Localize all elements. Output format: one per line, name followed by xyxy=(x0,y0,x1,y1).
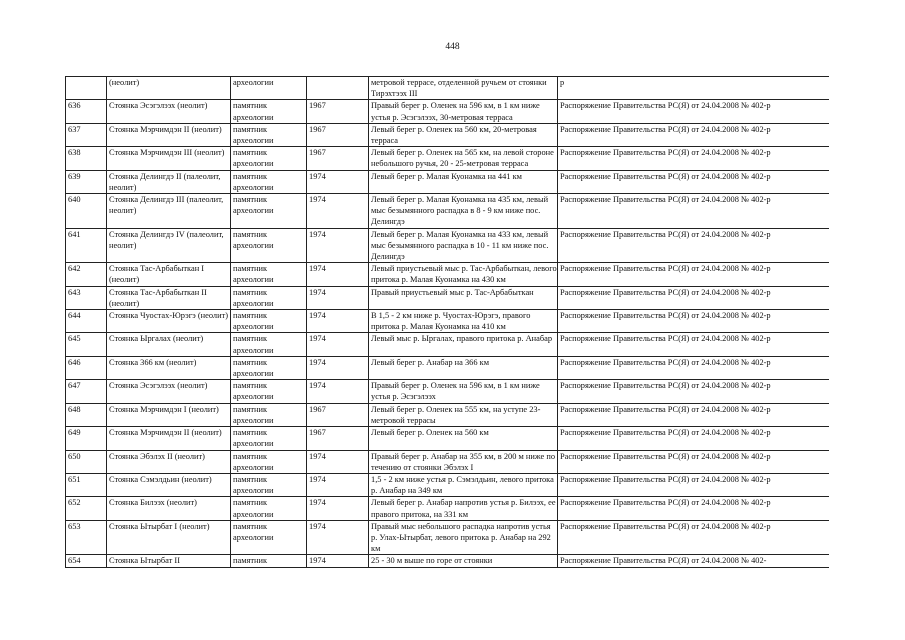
table-body xyxy=(66,77,830,568)
location-cell: Правый берег р. Оленек на 596 км, в 1 км ниже устья р. Эсэгэлээх xyxy=(369,380,558,403)
monument-name-cell: Стоянка Билээх (неолит) xyxy=(107,497,231,520)
legal-document-cell: Распоряжение Правительства РС(Я) от 24.04.2008 № 402-р xyxy=(558,147,830,170)
legal-document-cell: Распоряжение Правительства РС(Я) от 24.04.2008 № 402-р xyxy=(558,427,830,450)
row-number-cell: 636 xyxy=(66,100,107,123)
year-cell xyxy=(307,77,369,100)
row-number-cell: 650 xyxy=(66,450,107,473)
legal-document-cell: Распоряжение Правительства РС(Я) от 24.04.2008 № 402-р xyxy=(558,123,830,146)
monument-type-cell: памятник археологии xyxy=(231,228,307,263)
table-row xyxy=(66,100,830,123)
year-cell: 1974 xyxy=(307,228,369,263)
location-cell: Левый берег р. Оленек на 560 км, 20-метровая терраса xyxy=(369,123,558,146)
legal-document-cell: Распоряжение Правительства РС(Я) от 24.04.2008 № 402-р xyxy=(558,356,830,379)
monument-type-cell: памятник археологии xyxy=(231,263,307,286)
year-cell: 1967 xyxy=(307,403,369,426)
monuments-registry-table xyxy=(65,76,829,568)
year-cell: 1974 xyxy=(307,194,369,229)
monument-name-cell: Стоянка 366 км (неолит) xyxy=(107,356,231,379)
row-number-cell xyxy=(66,77,107,100)
year-cell: 1974 xyxy=(307,520,369,555)
table-row xyxy=(66,286,830,309)
table-row xyxy=(66,380,830,403)
monument-name-cell: Стоянка Тас-Арбабыткан I (неолит) xyxy=(107,263,231,286)
table-row xyxy=(66,170,830,193)
legal-document-cell: Распоряжение Правительства РС(Я) от 24.04.2008 № 402-р xyxy=(558,333,830,356)
location-cell: Правый приустьевый мыс р. Тас-Арбабыткан xyxy=(369,286,558,309)
legal-document-cell: р xyxy=(558,77,830,100)
legal-document-cell: Распоряжение Правительства РС(Я) от 24.04.2008 № 402-р xyxy=(558,263,830,286)
row-number-cell: 652 xyxy=(66,497,107,520)
location-cell: Левый берег р. Оленек на 565 км, на левой стороне небольшого ручья, 20 - 25-метровая терраса xyxy=(369,147,558,170)
location-cell: Левый берег р. Малая Куонамка на 441 км xyxy=(369,170,558,193)
legal-document-cell: Распоряжение Правительства РС(Я) от 24.04.2008 № 402-р xyxy=(558,403,830,426)
monument-type-cell: памятник археологии xyxy=(231,333,307,356)
location-cell: Левый берег р. Малая Куонамка на 435 км, левый мыс безымянного распадка в 8 - 9 км ниже пос. Делингдэ xyxy=(369,194,558,229)
row-number-cell: 649 xyxy=(66,427,107,450)
table-row xyxy=(66,77,830,100)
location-cell: Правый берег р. Анабар на 355 км, в 200 м ниже по течению от стоянки Эбэлэх I xyxy=(369,450,558,473)
year-cell: 1967 xyxy=(307,427,369,450)
year-cell: 1974 xyxy=(307,356,369,379)
legal-document-cell: Распоряжение Правительства РС(Я) от 24.04.2008 № 402-р xyxy=(558,310,830,333)
location-cell: Левый берег р. Анабар напротив устья р. Билээх, ее правого притока, на 331 км xyxy=(369,497,558,520)
registry-table-container xyxy=(65,76,829,640)
location-cell: метровой террасе, отделенной ручьем от стоянки Тирэхтээх III xyxy=(369,77,558,100)
row-number-cell: 642 xyxy=(66,263,107,286)
table-row xyxy=(66,228,830,263)
monument-name-cell: Стоянка Тас-Арбабыткан II (неолит) xyxy=(107,286,231,309)
table-row xyxy=(66,555,830,567)
row-number-cell: 648 xyxy=(66,403,107,426)
monument-name-cell: Стоянка Чуостах-Юрэгэ (неолит) xyxy=(107,310,231,333)
legal-document-cell: Распоряжение Правительства РС(Я) от 24.04.2008 № 402-р xyxy=(558,497,830,520)
year-cell: 1974 xyxy=(307,473,369,496)
monument-name-cell: Стоянка Ытырбат I (неолит) xyxy=(107,520,231,555)
monument-name-cell: Стоянка Сэмэлдьин (неолит) xyxy=(107,473,231,496)
monument-name-cell: Стоянка Ыргалах (неолит) xyxy=(107,333,231,356)
location-cell: Левый берег р. Анабар на 366 км xyxy=(369,356,558,379)
year-cell: 1974 xyxy=(307,286,369,309)
table-row xyxy=(66,497,830,520)
monument-name-cell: Стоянка Делингдэ III (палеолит, неолит) xyxy=(107,194,231,229)
monument-type-cell: памятник археологии xyxy=(231,497,307,520)
row-number-cell: 639 xyxy=(66,170,107,193)
location-cell: Левый берег р. Оленек на 560 км xyxy=(369,427,558,450)
monument-type-cell: памятник археологии xyxy=(231,473,307,496)
table-row xyxy=(66,310,830,333)
row-number-cell: 645 xyxy=(66,333,107,356)
monument-type-cell: памятник археологии xyxy=(231,450,307,473)
year-cell: 1974 xyxy=(307,263,369,286)
year-cell: 1974 xyxy=(307,310,369,333)
row-number-cell: 637 xyxy=(66,123,107,146)
table-row xyxy=(66,263,830,286)
monument-type-cell: памятник археологии xyxy=(231,123,307,146)
monument-name-cell: Стоянка Мэрчимдэн III (неолит) xyxy=(107,147,231,170)
legal-document-cell: Распоряжение Правительства РС(Я) от 24.04.2008 № 402-р xyxy=(558,380,830,403)
legal-document-cell: Распоряжение Правительства РС(Я) от 24.04.2008 № 402-р xyxy=(558,286,830,309)
monument-name-cell: Стоянка Мэрчимдэн I (неолит) xyxy=(107,403,231,426)
year-cell: 1974 xyxy=(307,555,369,567)
monument-type-cell: памятник археологии xyxy=(231,147,307,170)
monument-name-cell: Стоянка Мэрчимдэн II (неолит) xyxy=(107,427,231,450)
row-number-cell: 646 xyxy=(66,356,107,379)
monument-type-cell: памятник археологии xyxy=(231,170,307,193)
monument-type-cell: памятник археологии xyxy=(231,356,307,379)
year-cell: 1974 xyxy=(307,380,369,403)
monument-name-cell: Стоянка Эсэгэлээх (неолит) xyxy=(107,380,231,403)
legal-document-cell: Распоряжение Правительства РС(Я) от 24.04.2008 № 402-р xyxy=(558,194,830,229)
location-cell: 25 - 30 м выше по горе от стоянки xyxy=(369,555,558,567)
legal-document-cell: Распоряжение Правительства РС(Я) от 24.04.2008 № 402-р xyxy=(558,520,830,555)
location-cell: Левый берег р. Малая Куонамка на 433 км, левый мыс безымянного распадка в 10 - 11 км ниже пос. Делингдэ xyxy=(369,228,558,263)
table-row xyxy=(66,356,830,379)
monument-type-cell: памятник археологии xyxy=(231,286,307,309)
row-number-cell: 641 xyxy=(66,228,107,263)
year-cell: 1974 xyxy=(307,170,369,193)
year-cell: 1967 xyxy=(307,123,369,146)
table-row xyxy=(66,473,830,496)
monument-name-cell: Стоянка Мэрчимдэн II (неолит) xyxy=(107,123,231,146)
row-number-cell: 651 xyxy=(66,473,107,496)
location-cell: В 1,5 - 2 км ниже р. Чуостах-Юрэгэ, правого притока р. Малая Куонамка на 410 км xyxy=(369,310,558,333)
monument-type-cell: памятник археологии xyxy=(231,380,307,403)
legal-document-cell: Распоряжение Правительства РС(Я) от 24.04.2008 № 402-р xyxy=(558,170,830,193)
monument-type-cell: памятник археологии xyxy=(231,403,307,426)
table-row xyxy=(66,123,830,146)
monument-type-cell: памятник археологии xyxy=(231,520,307,555)
row-number-cell: 647 xyxy=(66,380,107,403)
row-number-cell: 644 xyxy=(66,310,107,333)
location-cell: Левый берег р. Оленек на 555 км, на уступе 23-метровой террасы xyxy=(369,403,558,426)
table-row xyxy=(66,333,830,356)
legal-document-cell: Распоряжение Правительства РС(Я) от 24.04.2008 № 402-р xyxy=(558,450,830,473)
table-row xyxy=(66,520,830,555)
location-cell: Правый мыс небольшого распадка напротив устья р. Улах-Ытырбат, левого притока р. Анабар на 292 км xyxy=(369,520,558,555)
row-number-cell: 643 xyxy=(66,286,107,309)
monument-name-cell: Стоянка Эсэгэлээх (неолит) xyxy=(107,100,231,123)
monument-name-cell: (неолит) xyxy=(107,77,231,100)
monument-name-cell: Стоянка Делингдэ IV (палеолит, неолит) xyxy=(107,228,231,263)
legal-document-cell: Распоряжение Правительства РС(Я) от 24.04.2008 № 402-р xyxy=(558,473,830,496)
monument-type-cell: памятник археологии xyxy=(231,310,307,333)
monument-type-cell: памятник археологии xyxy=(231,194,307,229)
row-number-cell: 654 xyxy=(66,555,107,567)
row-number-cell: 640 xyxy=(66,194,107,229)
legal-document-cell: Распоряжение Правительства РС(Я) от 24.04.2008 № 402-р xyxy=(558,228,830,263)
monument-type-cell: археологии xyxy=(231,77,307,100)
table-row xyxy=(66,403,830,426)
monument-type-cell: памятник xyxy=(231,555,307,567)
monument-type-cell: памятник археологии xyxy=(231,100,307,123)
table-row xyxy=(66,450,830,473)
year-cell: 1974 xyxy=(307,497,369,520)
table-row xyxy=(66,147,830,170)
table-row xyxy=(66,427,830,450)
year-cell: 1974 xyxy=(307,450,369,473)
year-cell: 1967 xyxy=(307,147,369,170)
legal-document-cell: Распоряжение Правительства РС(Я) от 24.04.2008 № 402-р xyxy=(558,100,830,123)
monument-name-cell: Стоянка Делингдэ II (палеолит, неолит) xyxy=(107,170,231,193)
year-cell: 1967 xyxy=(307,100,369,123)
row-number-cell: 638 xyxy=(66,147,107,170)
location-cell: Левый приустьевый мыс р. Тас-Арбабыткан, левого притока р. Малая Куонамка на 430 км xyxy=(369,263,558,286)
monument-name-cell: Стоянка Ытырбат II xyxy=(107,555,231,567)
page-number: 448 xyxy=(445,42,460,52)
location-cell: Левый мыс р. Ыргалах, правого притока р. Анабар xyxy=(369,333,558,356)
row-number-cell: 653 xyxy=(66,520,107,555)
location-cell: 1,5 - 2 км ниже устья р. Сэмэлдьин, левого притока р. Анабар на 349 км xyxy=(369,473,558,496)
legal-document-cell: Распоряжение Правительства РС(Я) от 24.04.2008 № 402- xyxy=(558,555,830,567)
year-cell: 1974 xyxy=(307,333,369,356)
table-row xyxy=(66,194,830,229)
monument-type-cell: памятник археологии xyxy=(231,427,307,450)
monument-name-cell: Стоянка Эбэлэх II (неолит) xyxy=(107,450,231,473)
location-cell: Правый берег р. Оленек на 596 км, в 1 км ниже устья р. Эсэгэлээх, 30-метровая терраса xyxy=(369,100,558,123)
